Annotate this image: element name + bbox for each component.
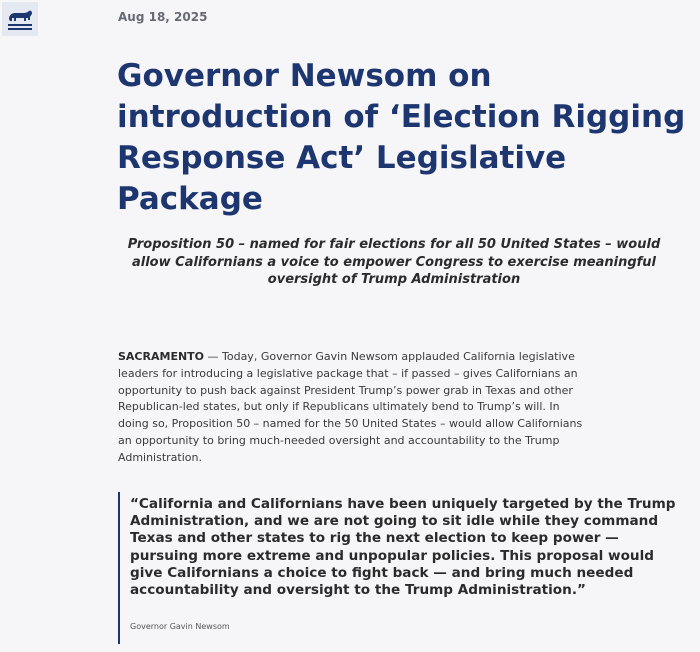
quote-text: “California and Californians have been uniquely targeted by the Trump Administration, and we are not going to sit idle while they command Texas and other states to rig the next election to keep power — pursuing more extreme and unpopular policies. This proposal would give Californians a choice to fight back — and bring much needed accountability and oversight to the Trump Administration.” xyxy=(130,496,676,599)
california-bear-icon[interactable] xyxy=(2,2,38,36)
article-subtitle: Proposition 50 – named for fair elections for all 50 United States – would allow Californians a voice to empower Congress to exercise meaningful oversight of Trump Administration xyxy=(127,237,661,287)
page-title: Governor Newsom on introduction of ‘Election Rigging Response Act’ Legislative Package xyxy=(117,58,686,217)
quote-attribution: Governor Gavin Newsom xyxy=(130,622,230,631)
article-body-paragraph xyxy=(118,349,588,467)
dateline: SACRAMENTO xyxy=(118,350,205,363)
pull-quote xyxy=(118,492,680,644)
publish-date: Aug 18, 2025 xyxy=(118,10,208,24)
body-text: — Today, Governor Gavin Newsom applauded California legislative leaders for introducing a legislative package that – if passed – gives Californians an opportunity to push back against President Trump’s power grab in Texas and other Republican-led states, but only if Republicans ultimately bend to Trump’s will. In doing so, Proposition 50 – named for the 50 United States – would allow Californians an opportunity to bring much-needed oversight and accountability to the Trump Administration. xyxy=(118,350,583,464)
